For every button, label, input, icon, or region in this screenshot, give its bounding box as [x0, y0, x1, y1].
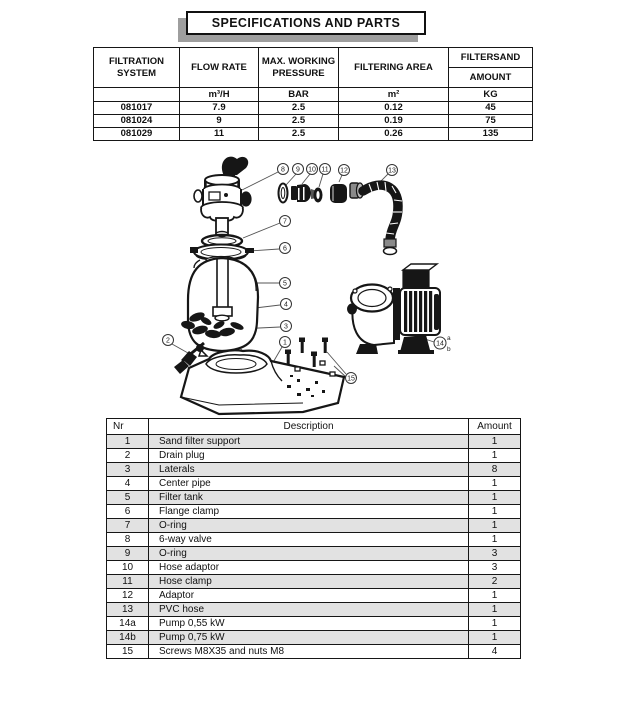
amount-cell: 1 — [469, 490, 521, 504]
hose-clamp-drawing — [314, 188, 323, 203]
amount-cell: 1 — [469, 504, 521, 518]
sand-cell: 135 — [449, 127, 533, 140]
nr-cell: 2 — [107, 448, 149, 462]
sand-unit-cell: KG — [449, 88, 533, 102]
sand-cell: 75 — [449, 114, 533, 127]
sand-cell: 45 — [449, 102, 533, 115]
svg-text:a: a — [447, 335, 451, 342]
description-cell: Flange clamp — [149, 504, 469, 518]
svg-text:15: 15 — [347, 375, 355, 383]
header-line: MAX. WORKING — [261, 55, 336, 67]
area-cell: 0.19 — [339, 114, 449, 127]
callout-15 — [346, 373, 357, 384]
table-row — [107, 518, 521, 532]
system-cell: 081024 — [94, 114, 180, 127]
table-row — [107, 504, 521, 518]
filtering-area-header: FILTERING AREA — [339, 48, 449, 88]
description-cell: Sand filter support — [149, 434, 469, 448]
flow-cell: 9 — [180, 114, 259, 127]
nr-cell: 6 — [107, 504, 149, 518]
nr-cell: 3 — [107, 462, 149, 476]
description-cell: Adaptor — [149, 588, 469, 602]
flow-unit-cell: m³/H — [180, 88, 259, 102]
table-row — [107, 476, 521, 490]
callout-4 — [281, 299, 292, 310]
amount-cell: 1 — [469, 532, 521, 546]
callout-6 — [280, 243, 291, 254]
flow-cell: 11 — [180, 127, 259, 140]
description-cell: Pump 0,75 kW — [149, 630, 469, 644]
svg-text:7: 7 — [283, 218, 287, 226]
callout-10 — [307, 164, 318, 175]
callout-5 — [280, 278, 291, 289]
nr-cell: 13 — [107, 602, 149, 616]
header-line: PRESSURE — [272, 67, 325, 79]
svg-text:5: 5 — [283, 280, 287, 288]
callout-14 — [434, 335, 451, 353]
amount-cell: 8 — [469, 462, 521, 476]
table-row — [107, 630, 521, 644]
table-row — [107, 574, 521, 588]
small-o-ring-drawing — [279, 184, 288, 203]
amount-cell: 2 — [469, 574, 521, 588]
parts-table — [106, 418, 521, 659]
amount-cell: 3 — [469, 546, 521, 560]
amount-cell: 1 — [469, 602, 521, 616]
table-row — [107, 546, 521, 560]
svg-text:6: 6 — [283, 245, 287, 253]
table-row — [107, 616, 521, 630]
area-cell: 0.26 — [339, 127, 449, 140]
amount-cell: 1 — [469, 518, 521, 532]
callout-1 — [280, 337, 291, 348]
nr-cell: 12 — [107, 588, 149, 602]
description-cell: Hose adaptor — [149, 560, 469, 574]
table-row — [107, 588, 521, 602]
area-unit-cell: m² — [339, 88, 449, 102]
header-line: SYSTEM — [116, 67, 157, 79]
amount-header: AMOUNT — [449, 68, 533, 88]
nr-cell: 10 — [107, 560, 149, 574]
amount-cell: 1 — [469, 588, 521, 602]
description-header: Description — [149, 419, 469, 435]
nr-cell: 11 — [107, 574, 149, 588]
svg-text:1: 1 — [283, 339, 287, 347]
description-cell: Center pipe — [149, 476, 469, 490]
svg-text:3: 3 — [284, 323, 288, 331]
system-cell: 081029 — [94, 127, 180, 140]
pvc-hose-drawing — [350, 182, 402, 255]
amount-cell: 1 — [469, 434, 521, 448]
pressure-cell: 2.5 — [259, 127, 339, 140]
amount-cell: 1 — [469, 476, 521, 490]
callout-12 — [339, 165, 350, 176]
description-cell: Hose clamp — [149, 574, 469, 588]
callout-2 — [163, 335, 174, 346]
nr-cell: 7 — [107, 518, 149, 532]
svg-text:2: 2 — [166, 337, 170, 345]
nr-header: Nr — [107, 419, 149, 435]
callout-11 — [320, 164, 331, 175]
pressure-cell: 2.5 — [259, 114, 339, 127]
pressure-cell: 2.5 — [259, 102, 339, 115]
description-cell: 6-way valve — [149, 532, 469, 546]
nr-cell: 5 — [107, 490, 149, 504]
svg-text:11: 11 — [321, 166, 329, 174]
description-cell: Drain plug — [149, 448, 469, 462]
nr-cell: 1 — [107, 434, 149, 448]
amount-cell: 1 — [469, 616, 521, 630]
table-row — [107, 448, 521, 462]
svg-text:12: 12 — [340, 167, 348, 175]
pump-drawing — [348, 264, 441, 354]
nr-cell: 4 — [107, 476, 149, 490]
flow-rate-header: FLOW RATE — [180, 48, 259, 88]
svg-text:b: b — [447, 346, 451, 353]
amount-cell: 1 — [469, 630, 521, 644]
svg-text:14: 14 — [436, 340, 444, 348]
table-row — [107, 462, 521, 476]
callout-7 — [280, 216, 291, 227]
description-cell: Screws M8X35 and nuts M8 — [149, 644, 469, 658]
svg-text:9: 9 — [296, 166, 300, 174]
svg-text:8: 8 — [281, 166, 285, 174]
table-row — [107, 644, 521, 658]
svg-text:10: 10 — [308, 166, 316, 174]
table-row — [107, 532, 521, 546]
system-cell: 081017 — [94, 102, 180, 115]
nr-cell: 8 — [107, 532, 149, 546]
sand-filter-support-drawing — [181, 350, 344, 414]
callout-9 — [293, 164, 304, 175]
nr-cell: 14b — [107, 630, 149, 644]
description-cell: PVC hose — [149, 602, 469, 616]
description-cell: O-ring — [149, 546, 469, 560]
table-row — [107, 490, 521, 504]
nr-cell: 15 — [107, 644, 149, 658]
description-cell: Laterals — [149, 462, 469, 476]
hose-adaptor-drawing — [291, 184, 317, 202]
description-cell: Filter tank — [149, 490, 469, 504]
amount-cell: 3 — [469, 560, 521, 574]
header-line: FILTRATION — [108, 55, 165, 67]
area-cell: 0.12 — [339, 102, 449, 115]
table-row — [107, 560, 521, 574]
six-way-valve-drawing — [194, 157, 251, 237]
description-cell: O-ring — [149, 518, 469, 532]
table-row — [107, 434, 521, 448]
pressure-unit-cell: BAR — [259, 88, 339, 102]
nr-cell: 9 — [107, 546, 149, 560]
description-cell: Pump 0,55 kW — [149, 616, 469, 630]
amount-cell: 1 — [469, 448, 521, 462]
amount-cell: 4 — [469, 644, 521, 658]
page-title-text: SPECIFICATIONS AND PARTS — [211, 16, 401, 30]
svg-text:13: 13 — [388, 167, 396, 175]
callout-3 — [281, 321, 292, 332]
flow-cell: 7.9 — [180, 102, 259, 115]
nr-cell: 14a — [107, 616, 149, 630]
parts-header-row — [107, 419, 521, 435]
svg-text:4: 4 — [284, 301, 288, 309]
filtersand-header: FILTERSAND — [449, 48, 533, 68]
callout-13 — [387, 165, 398, 176]
amount-header: Amount — [469, 419, 521, 435]
adaptor-drawing — [330, 184, 347, 203]
callout-8 — [278, 164, 289, 175]
table-row — [107, 602, 521, 616]
